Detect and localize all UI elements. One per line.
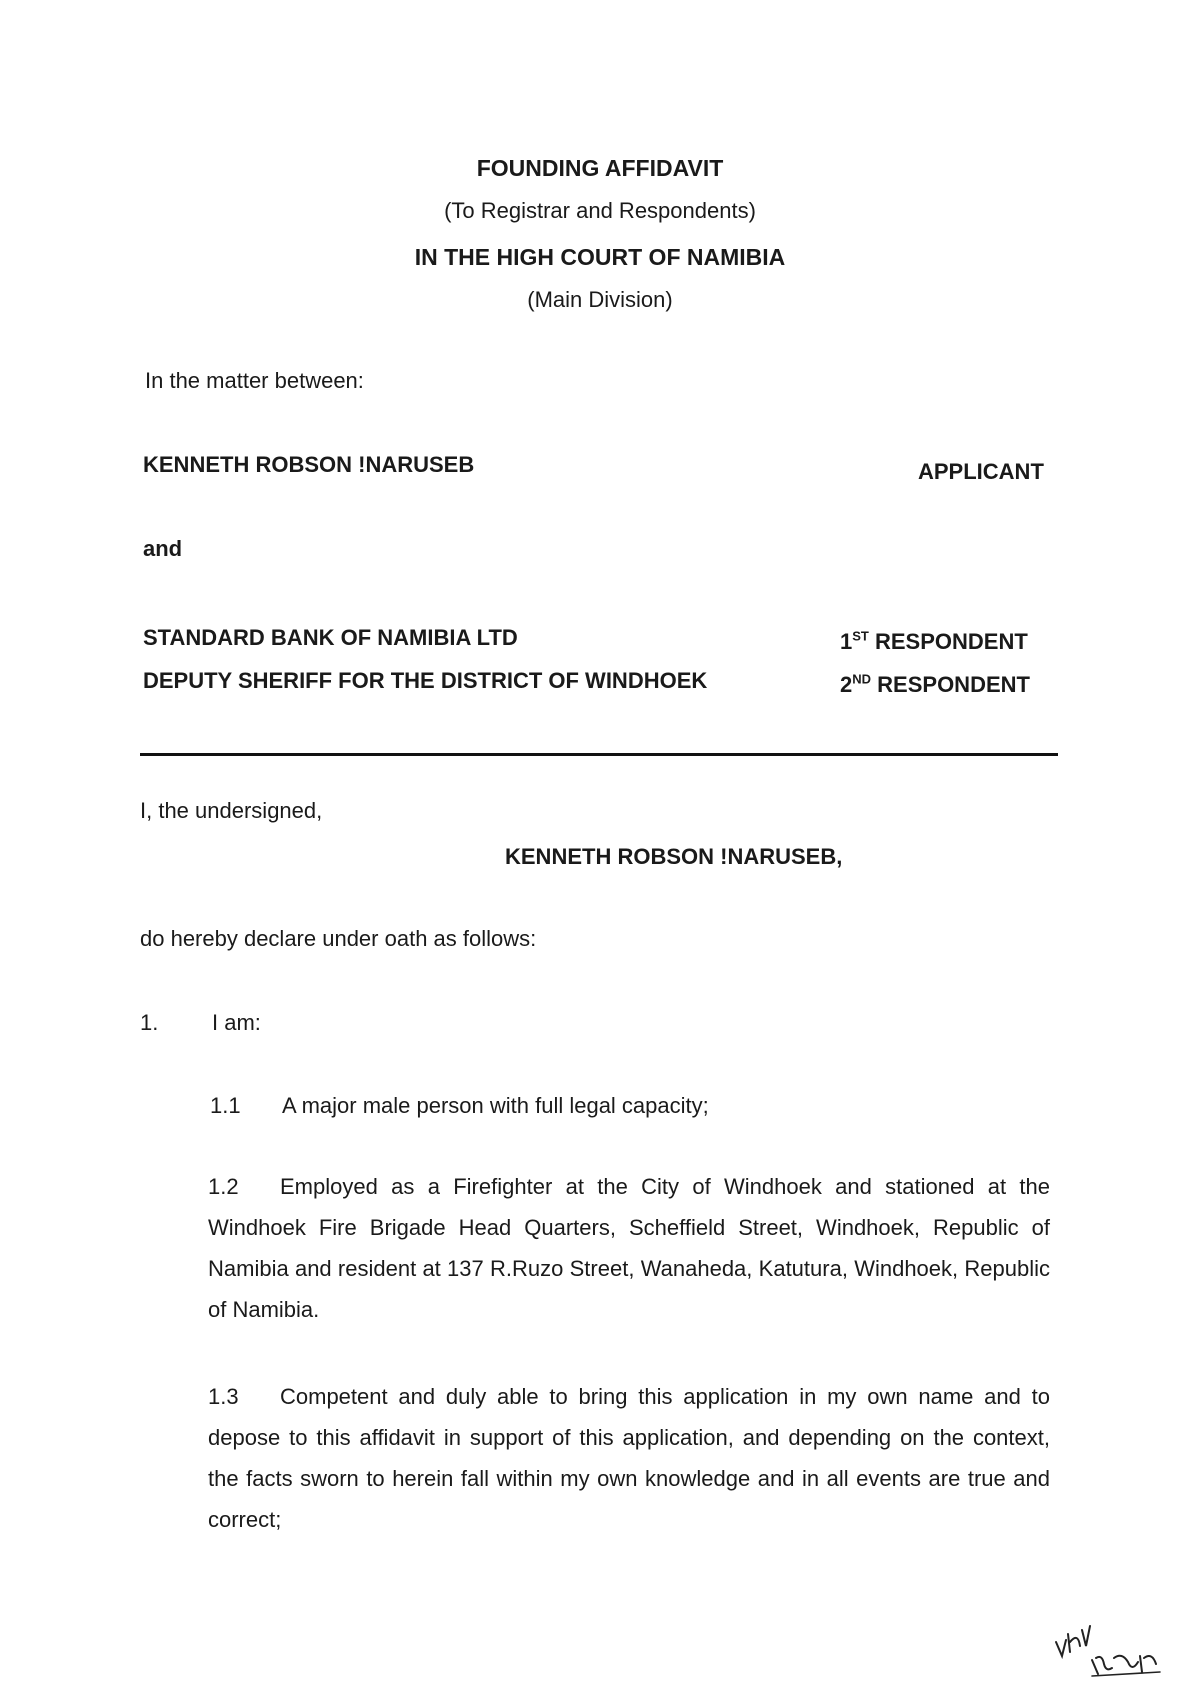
and-conjunction: and (143, 536, 183, 561)
paragraph-1-2-text: Employed as a Firefighter at the City of Windhoek and stationed at the Windhoek Fire Brigade Head Quarters, Scheffield Street, Windhoek, Republic of Namibia and resident at 137 R.Ruzo Street, Wanaheda, Katutura, Windhoek, Republic of Namibia. (208, 1174, 1050, 1322)
court-division: (Main Division) (527, 287, 673, 312)
document-subtitle: (To Registrar and Respondents) (444, 198, 756, 223)
deponent-name: KENNETH ROBSON !NARUSEB, (505, 844, 843, 869)
paragraph-1-1-text: A major male person with full legal capacity; (282, 1093, 709, 1118)
matter-intro: In the matter between: (145, 368, 364, 393)
paragraph-1-2-number: 1.2 (208, 1174, 239, 1199)
paragraph-1-3 (208, 1376, 1050, 1540)
handwritten-initials-signature (1052, 1612, 1172, 1682)
paragraph-1-2 (208, 1166, 1050, 1330)
paragraph-1-number: 1. (140, 1010, 159, 1035)
respondent2-role-label (840, 672, 1030, 698)
respondent1-name: STANDARD BANK OF NAMIBIA LTD (143, 625, 518, 650)
undersigned-line: I, the undersigned, (140, 798, 323, 823)
applicant-role: APPLICANT (918, 459, 1044, 484)
document-title: FOUNDING AFFIDAVIT (476, 155, 724, 181)
respondent1-ordinal-suffix: ST (852, 628, 869, 644)
applicant-name: KENNETH ROBSON !NARUSEB (143, 452, 475, 477)
respondent1-role-label (840, 629, 1028, 655)
paragraph-1-text: I am: (212, 1010, 261, 1035)
respondent2-number: 2 (840, 672, 853, 697)
respondent1-role: RESPONDENT (875, 629, 1028, 654)
separator-line (140, 753, 1058, 756)
paragraph-1-3-number: 1.3 (208, 1384, 239, 1409)
respondent2-role: RESPONDENT (877, 672, 1030, 697)
paragraph-1-3-text: Competent and duly able to bring this application in my own name and to depose to this affidavit in support of this application, and depending on the context, the facts sworn to herein fall within my own knowledge and in all events are true and correct; (208, 1384, 1050, 1532)
respondent2-name: DEPUTY SHERIFF FOR THE DISTRICT OF WINDHOEK (143, 668, 708, 693)
respondent2-ordinal-suffix: ND (852, 671, 872, 687)
court-name: IN THE HIGH COURT OF NAMIBIA (414, 244, 786, 270)
respondent1-number: 1 (840, 629, 853, 654)
oath-line: do hereby declare under oath as follows: (140, 926, 537, 951)
paragraph-1-1-number: 1.1 (210, 1093, 241, 1118)
